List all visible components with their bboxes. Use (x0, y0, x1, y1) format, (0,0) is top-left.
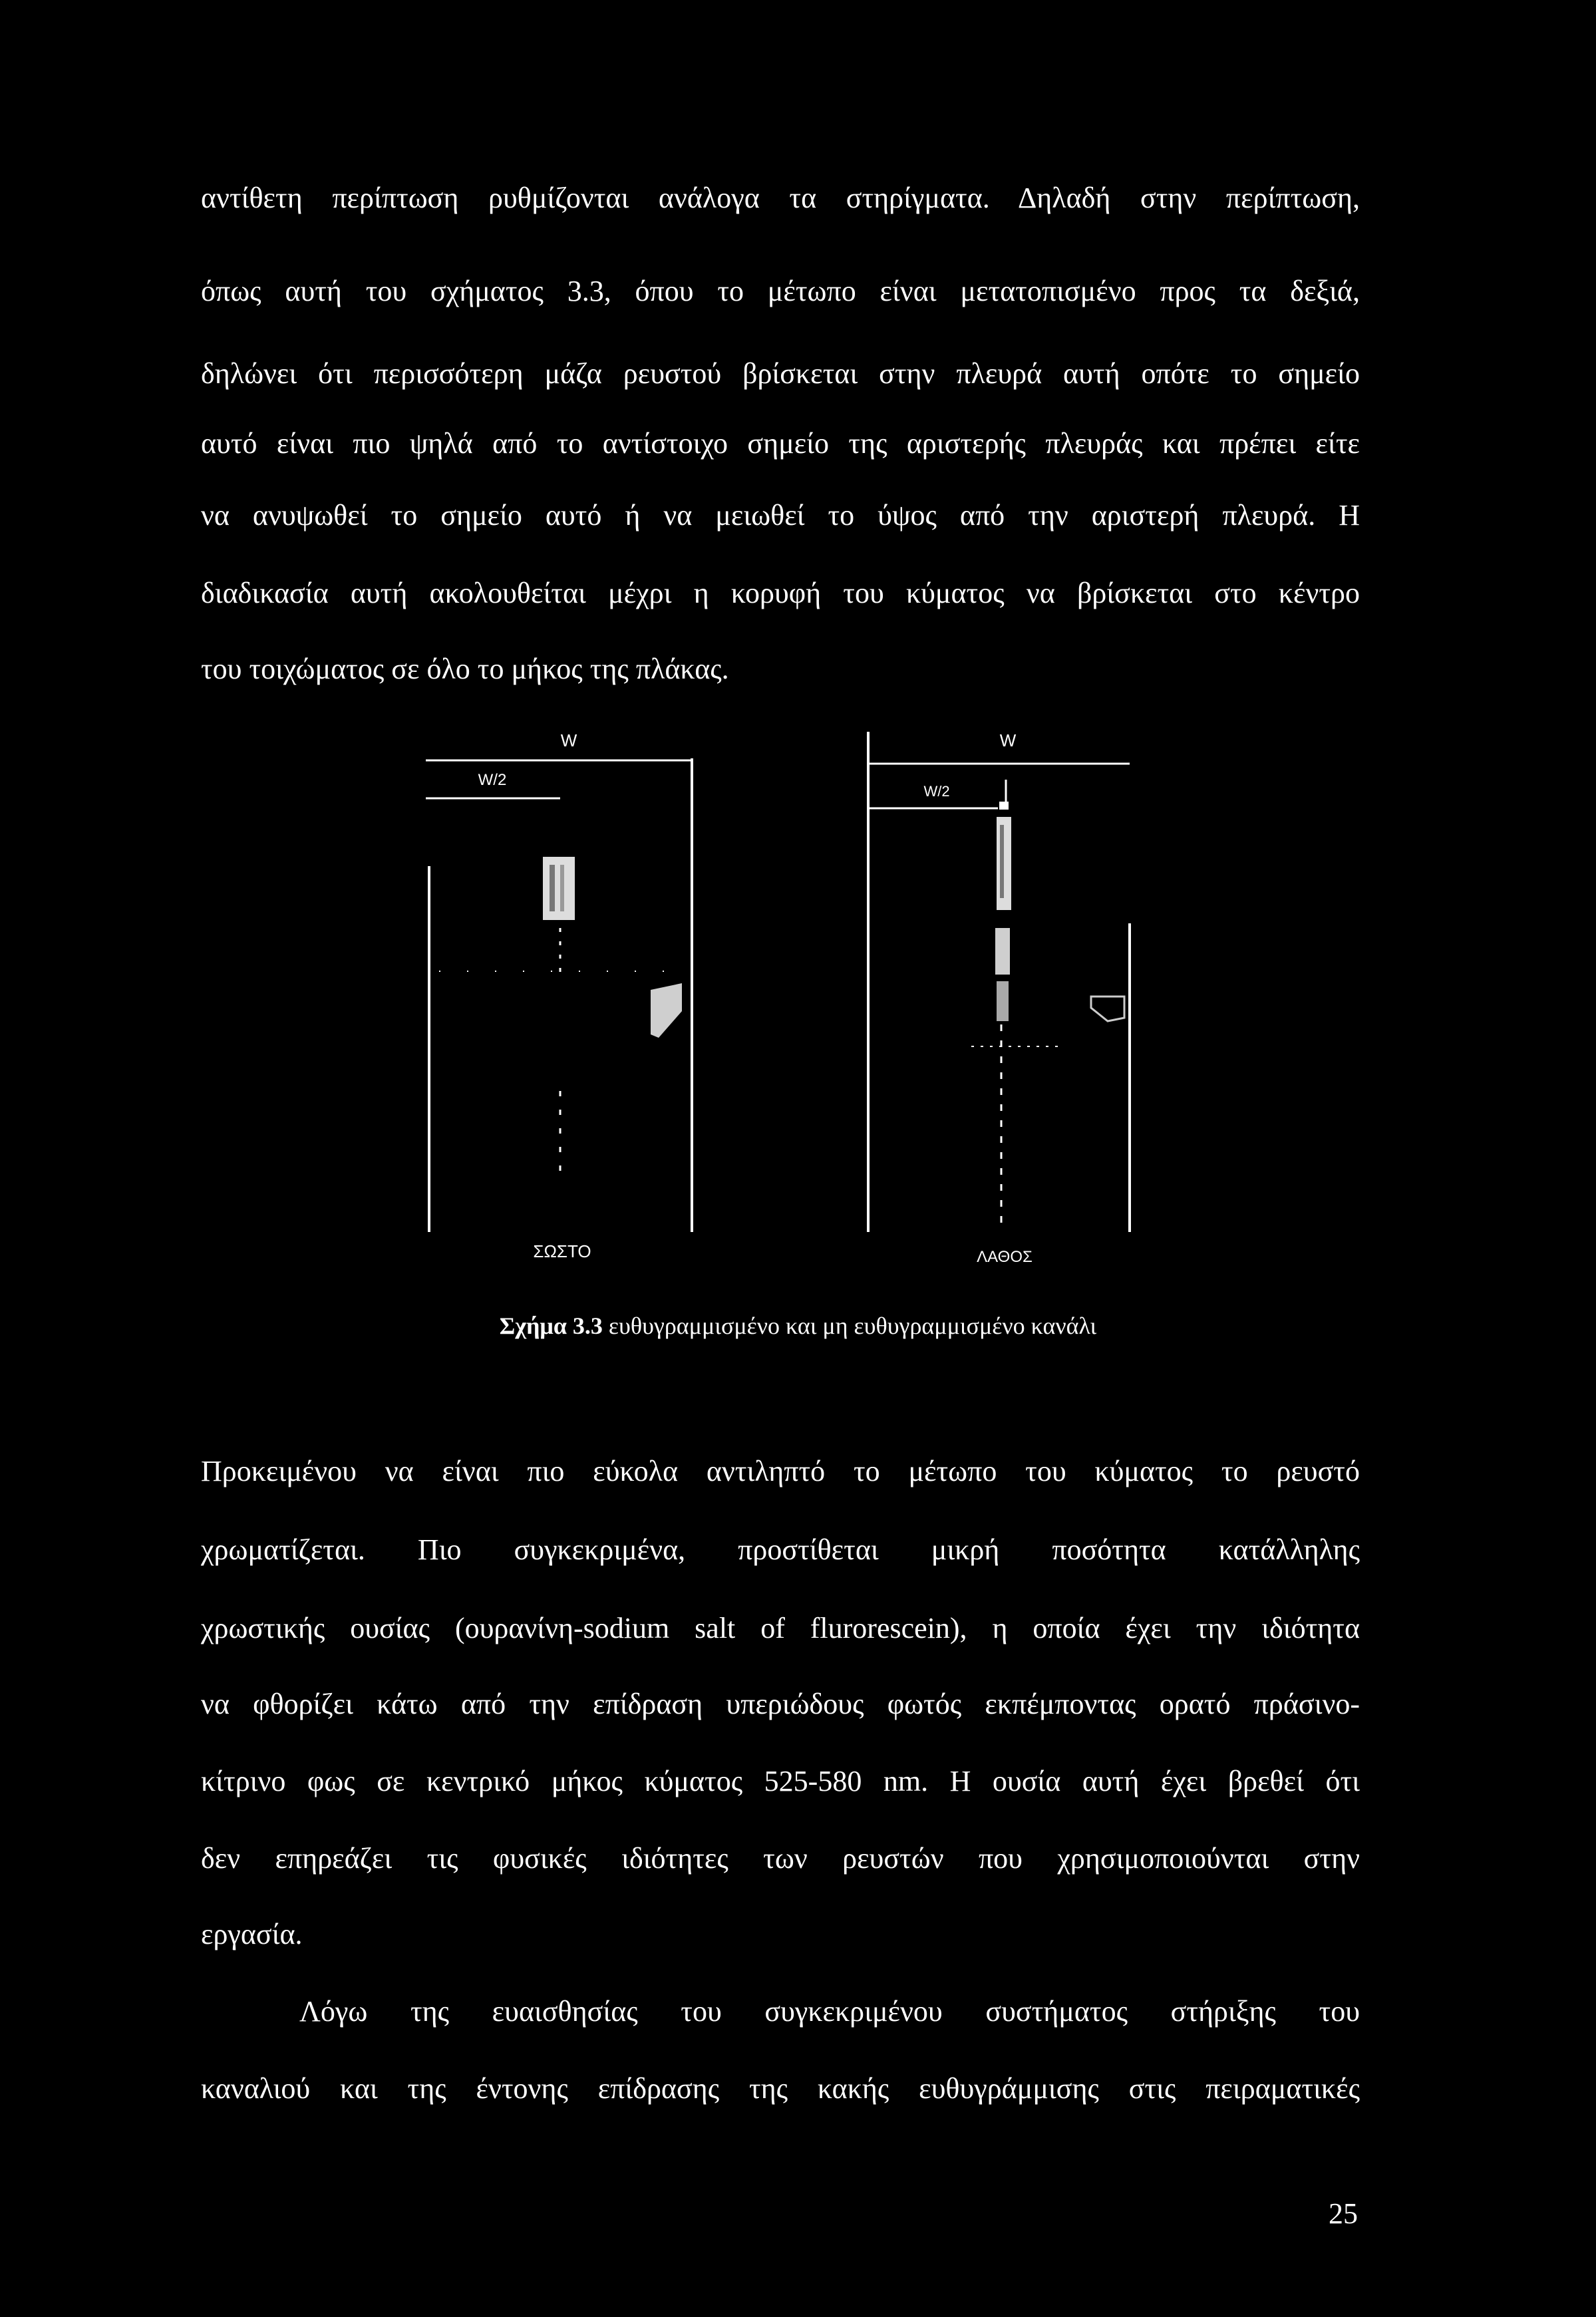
text-line: να φθορίζει κάτω από την επίδραση υπεριώδους φωτός εκπέμποντας ορατό πράσινο- (201, 1688, 1360, 1720)
text-line: όπως αυτή του σχήματος 3.3, όπου το μέτωπο είναι μετατοπισμένο προς τα δεξιά, (201, 275, 1360, 307)
wave-front-marker (543, 857, 575, 920)
half-width-label: W/2 (923, 783, 950, 800)
caption-number: Σχήμα 3.3 (499, 1313, 603, 1339)
status-label-correct: ΣΩΣΤΟ (533, 1241, 591, 1261)
text-line: του τοιχώματος σε όλο το μήκος της πλάκας. (201, 653, 729, 685)
text-line: δεν επηρεάζει τις φυσικές ιδιότητες των ρευστών που χρησιμοποιούνται στην (201, 1842, 1360, 1875)
width-label: W (560, 730, 577, 750)
text-line: εργασία. (201, 1918, 303, 1950)
half-width-label: W/2 (478, 771, 507, 789)
text-line: δηλώνει ότι περισσότερη μάζα ρευστού βρίσκεται στην πλευρά αυτή οπότε το σημείο (201, 357, 1360, 390)
text-line: αυτό είναι πιο ψηλά από το αντίστοιχο σημείο της αριστερής πλευράς και πρέπει είτε (201, 427, 1360, 460)
status-label-wrong: ΛΑΘΟΣ (977, 1248, 1033, 1266)
correct-channel-diagram (426, 730, 692, 1261)
text-line: χρωστικής ουσίας (ουρανίνη-sodium salt of flurorescein), η οποία έχει την ιδιότητα (201, 1612, 1360, 1644)
figure-3-3 (0, 705, 1596, 1291)
text-line: αντίθετη περίπτωση ρυθμίζονται ανάλογα τα στηρίγματα. Δηλαδή στην περίπτωση, (201, 182, 1360, 214)
caption-text: ευθυγραμμισμένο και μη ευθυγραμμισμένο κανάλι (602, 1313, 1097, 1339)
text-line: κίτρινο φως σε κεντρικό μήκος κύματος 525-580 nm. Η ουσία αυτή έχει βρεθεί ότι (201, 1765, 1360, 1797)
misaligned-channel-diagram (868, 730, 1130, 1266)
text-line: Προκειμένου να είναι πιο εύκολα αντιληπτό το μέτωπο του κύματος το ρευστό (201, 1455, 1360, 1487)
text-line: χρωματίζεται. Πιο συγκεκριμένα, προστίθεται μικρή ποσότητα κατάλληλης (201, 1533, 1360, 1566)
text-line: να ανυψωθεί το σημείο αυτό ή να μειωθεί το ύψος από την αριστερή πλευρά. Η (201, 499, 1360, 532)
figure-caption (0, 1309, 1596, 1342)
support-block (1091, 997, 1124, 1021)
support-block (651, 983, 682, 1038)
text-line: διαδικασία αυτή ακολουθείται μέχρι η κορυφή του κύματος να βρίσκεται στο κέντρο (201, 577, 1360, 609)
width-label: W (999, 730, 1017, 750)
page-number: 25 (1329, 2197, 1358, 2230)
text-line: καναλιού και της έντονης επίδρασης της κακής ευθυγράμμισης στις πειραματικές (201, 2072, 1360, 2105)
text-line: Λόγω της ευαισθησίας του συγκεκριμένου συστήματος στήριξης του (299, 1995, 1360, 2028)
